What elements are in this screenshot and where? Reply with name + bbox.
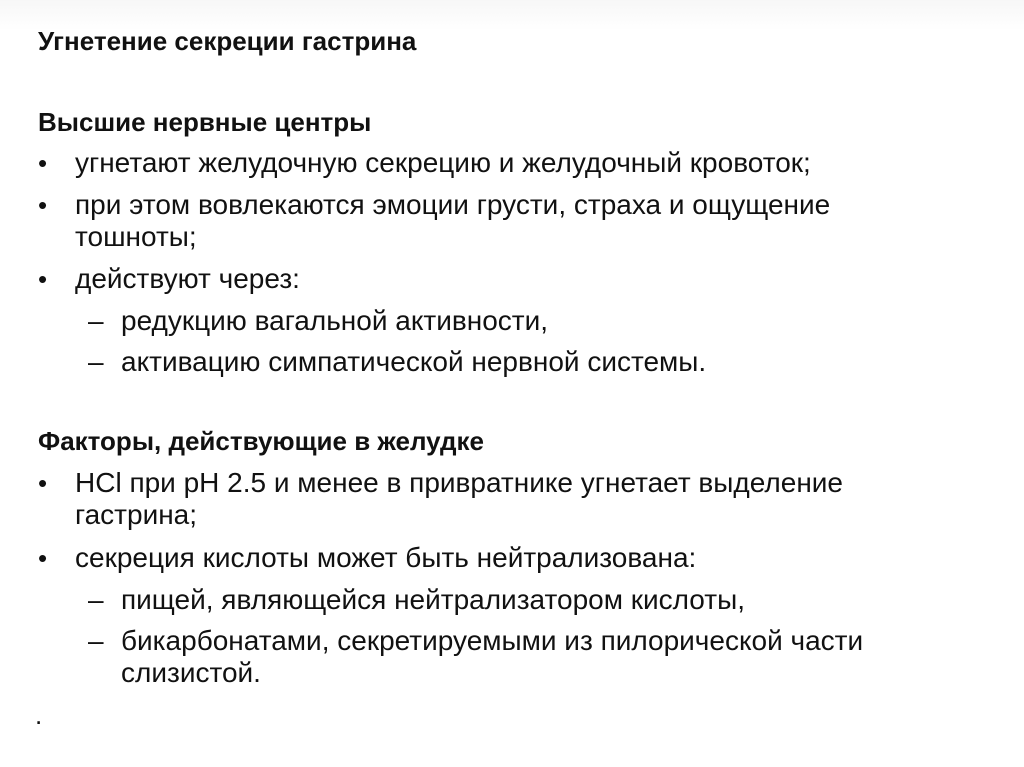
- list-item-text: действуют через:: [75, 263, 300, 294]
- slide-title: Угнетение секреции гастрина: [38, 26, 417, 56]
- section-heading-nervous-centers: Высшие нервные центры: [38, 107, 372, 137]
- dash-mark: –: [88, 346, 104, 377]
- list-item-text: угнетают желудочную секрецию и желудочный кровоток;: [75, 147, 811, 178]
- dash-mark: –: [88, 584, 104, 615]
- list-item-text: секреция кислоты может быть нейтрализована:: [75, 542, 697, 573]
- bullet-mark: •: [38, 190, 48, 220]
- sub-list-item-text: редукцию вагальной активности,: [121, 305, 549, 336]
- dash-mark: –: [88, 625, 104, 656]
- trailing-dot: .: [35, 700, 43, 730]
- list-item-text: HCl при pH 2.5 и менее в привратнике угнетает выделение гастрина;: [75, 467, 843, 530]
- sub-list-item-text: пищей, являющейся нейтрализатором кислоты,: [121, 584, 745, 615]
- bullet-mark: •: [38, 543, 48, 573]
- bullet-mark: •: [38, 468, 48, 498]
- dash-mark: –: [88, 305, 104, 336]
- section-heading-stomach-factors: Факторы, действующие в желудке: [38, 426, 484, 456]
- sub-list-item-text: активацию симпатической нервной системы.: [121, 346, 707, 377]
- bullet-mark: •: [38, 264, 48, 294]
- list-item-text: при этом вовлекаются эмоции грусти, страха и ощущение тошноты;: [75, 189, 831, 252]
- bullet-mark: •: [38, 148, 48, 178]
- sub-list-item-text: бикарбонатами, секретируемыми из пилорической части слизистой.: [121, 625, 864, 688]
